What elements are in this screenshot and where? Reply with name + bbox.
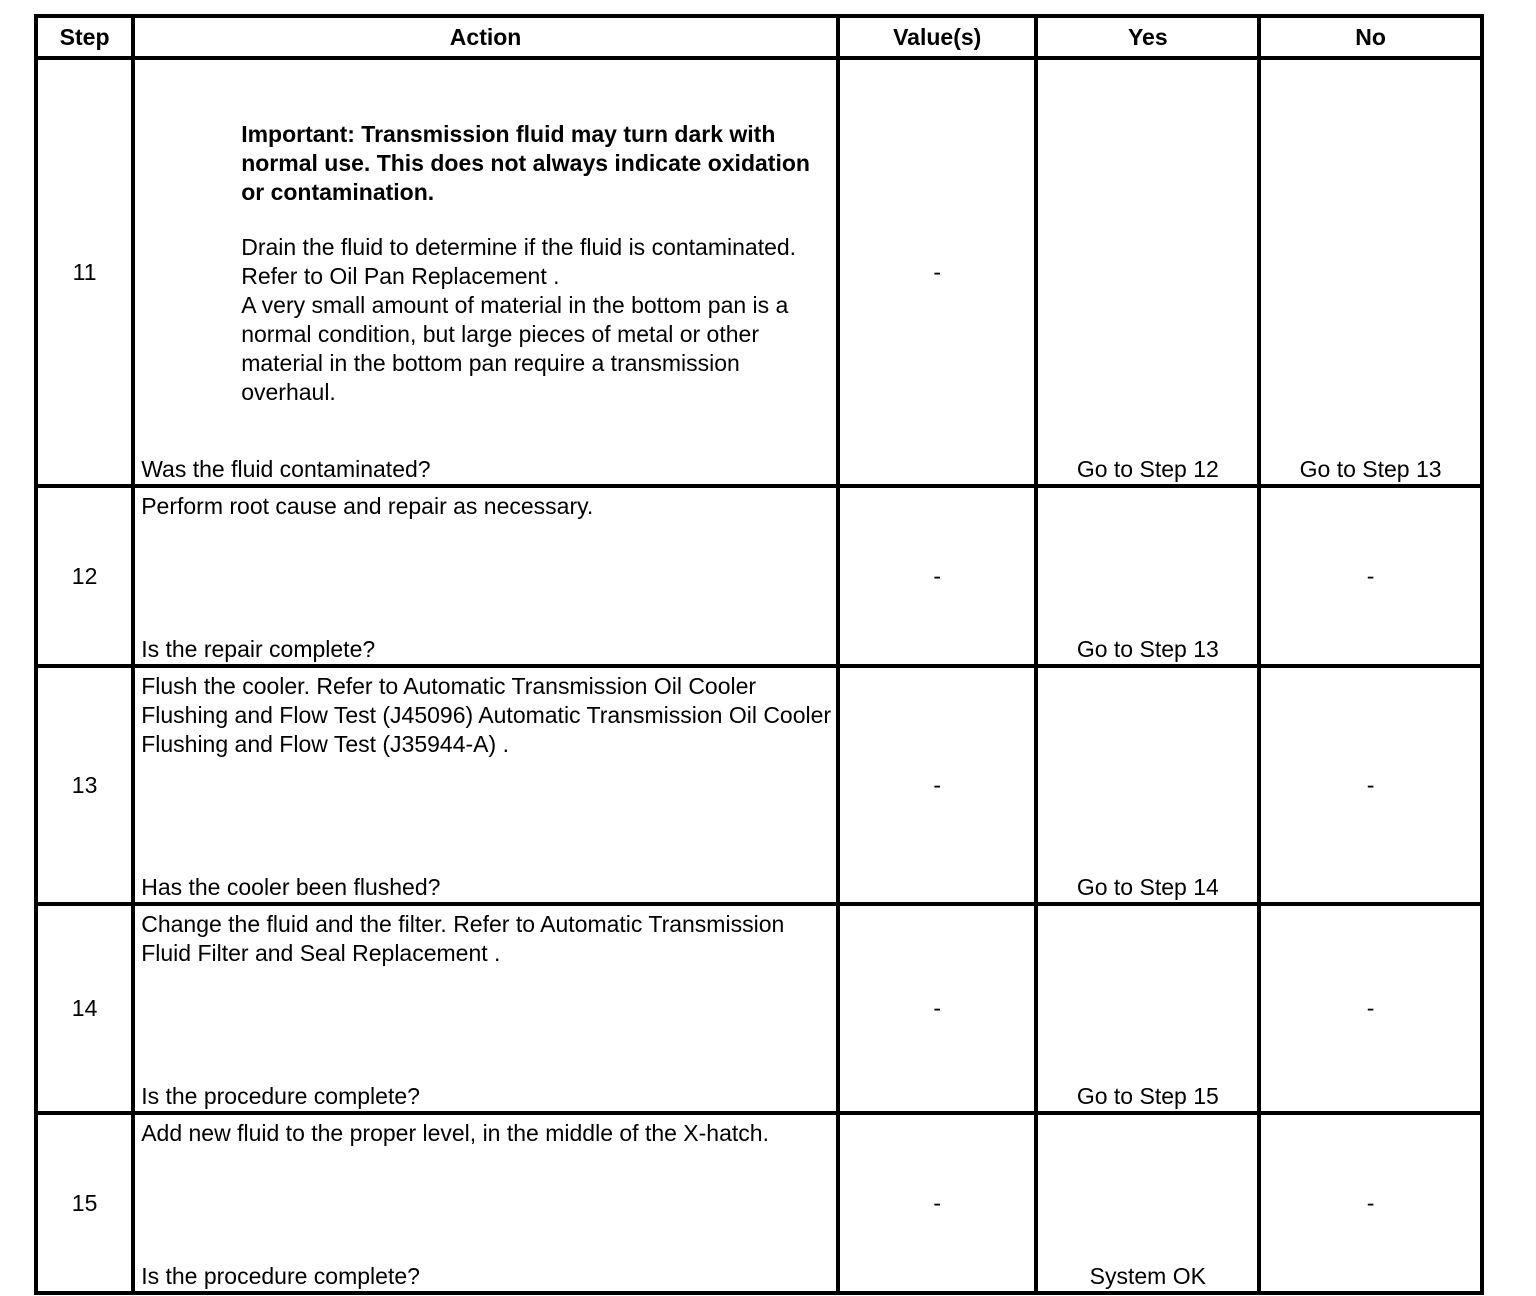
value-cell: - xyxy=(838,666,1036,904)
value-cell: - xyxy=(838,904,1036,1113)
value-cell: - xyxy=(838,1113,1036,1293)
table-row xyxy=(36,1113,1482,1293)
action-cell xyxy=(133,1113,838,1293)
no-cell: - xyxy=(1259,666,1482,904)
action-paragraph: A very small amount of material in the bottom pan is a normal condition, but large pieces of metal or other material in the bottom pan require a transmission overhaul. xyxy=(241,292,789,405)
table-row xyxy=(36,904,1482,1113)
action-question: Is the procedure complete? xyxy=(141,1083,420,1109)
action-question: Is the procedure complete? xyxy=(141,1263,420,1289)
step-number: 13 xyxy=(36,666,133,904)
step-number: 12 xyxy=(36,486,133,666)
action-detail xyxy=(241,120,834,407)
table-row xyxy=(36,666,1482,904)
action-text: Change the fluid and the filter. Refer to Automatic Transmission Fluid Filter and Seal Replacement . xyxy=(141,911,785,966)
header-step: Step xyxy=(36,16,133,58)
action-question: Was the fluid contaminated? xyxy=(141,456,431,482)
action-cell xyxy=(133,666,838,904)
header-yes: Yes xyxy=(1036,16,1259,58)
action-text: Add new fluid to the proper level, in the middle of the X-hatch. xyxy=(141,1120,769,1146)
value-cell: - xyxy=(838,58,1036,486)
step-number: 11 xyxy=(36,58,133,486)
table-row xyxy=(36,58,1482,486)
action-question: Has the cooler been flushed? xyxy=(141,874,441,900)
step-number: 15 xyxy=(36,1113,133,1293)
header-row xyxy=(36,16,1482,58)
no-cell: - xyxy=(1259,1113,1482,1293)
header-values: Value(s) xyxy=(838,16,1036,58)
important-note: Important: Transmission fluid may turn dark with normal use. This does not always indicate oxidation or contamination. xyxy=(241,121,810,205)
action-text: Flush the cooler. Refer to Automatic Transmission Oil Cooler Flushing and Flow Test (J45096) Automatic Transmission Oil Cooler Flushing and Flow Test (J35944-A) . xyxy=(141,673,832,757)
action-cell xyxy=(133,486,838,666)
value-cell: - xyxy=(838,486,1036,666)
yes-cell xyxy=(1036,666,1259,904)
action-paragraph: Drain the fluid to determine if the fluid is contaminated. Refer to Oil Pan Replacement . xyxy=(241,234,797,289)
yes-cell xyxy=(1036,58,1259,486)
no-cell: - xyxy=(1259,904,1482,1113)
yes-cell xyxy=(1036,486,1259,666)
action-cell xyxy=(133,58,838,486)
yes-link[interactable]: Go to Step 14 xyxy=(1076,874,1219,900)
yes-cell xyxy=(1036,1113,1259,1293)
no-cell xyxy=(1259,58,1482,486)
yes-link[interactable]: Go to Step 12 xyxy=(1076,456,1219,482)
no-cell: - xyxy=(1259,486,1482,666)
yes-cell xyxy=(1036,904,1259,1113)
yes-result: System OK xyxy=(1089,1263,1206,1289)
action-cell xyxy=(133,904,838,1113)
step-number: 14 xyxy=(36,904,133,1113)
diagnostic-table xyxy=(34,14,1484,1295)
header-no: No xyxy=(1259,16,1482,58)
table-row xyxy=(36,486,1482,666)
action-text: Perform root cause and repair as necessary. xyxy=(141,493,594,519)
action-question: Is the repair complete? xyxy=(141,636,376,662)
no-link[interactable]: Go to Step 13 xyxy=(1299,456,1442,482)
header-action: Action xyxy=(133,16,838,58)
yes-link[interactable]: Go to Step 15 xyxy=(1076,1083,1219,1109)
yes-link[interactable]: Go to Step 13 xyxy=(1076,636,1219,662)
